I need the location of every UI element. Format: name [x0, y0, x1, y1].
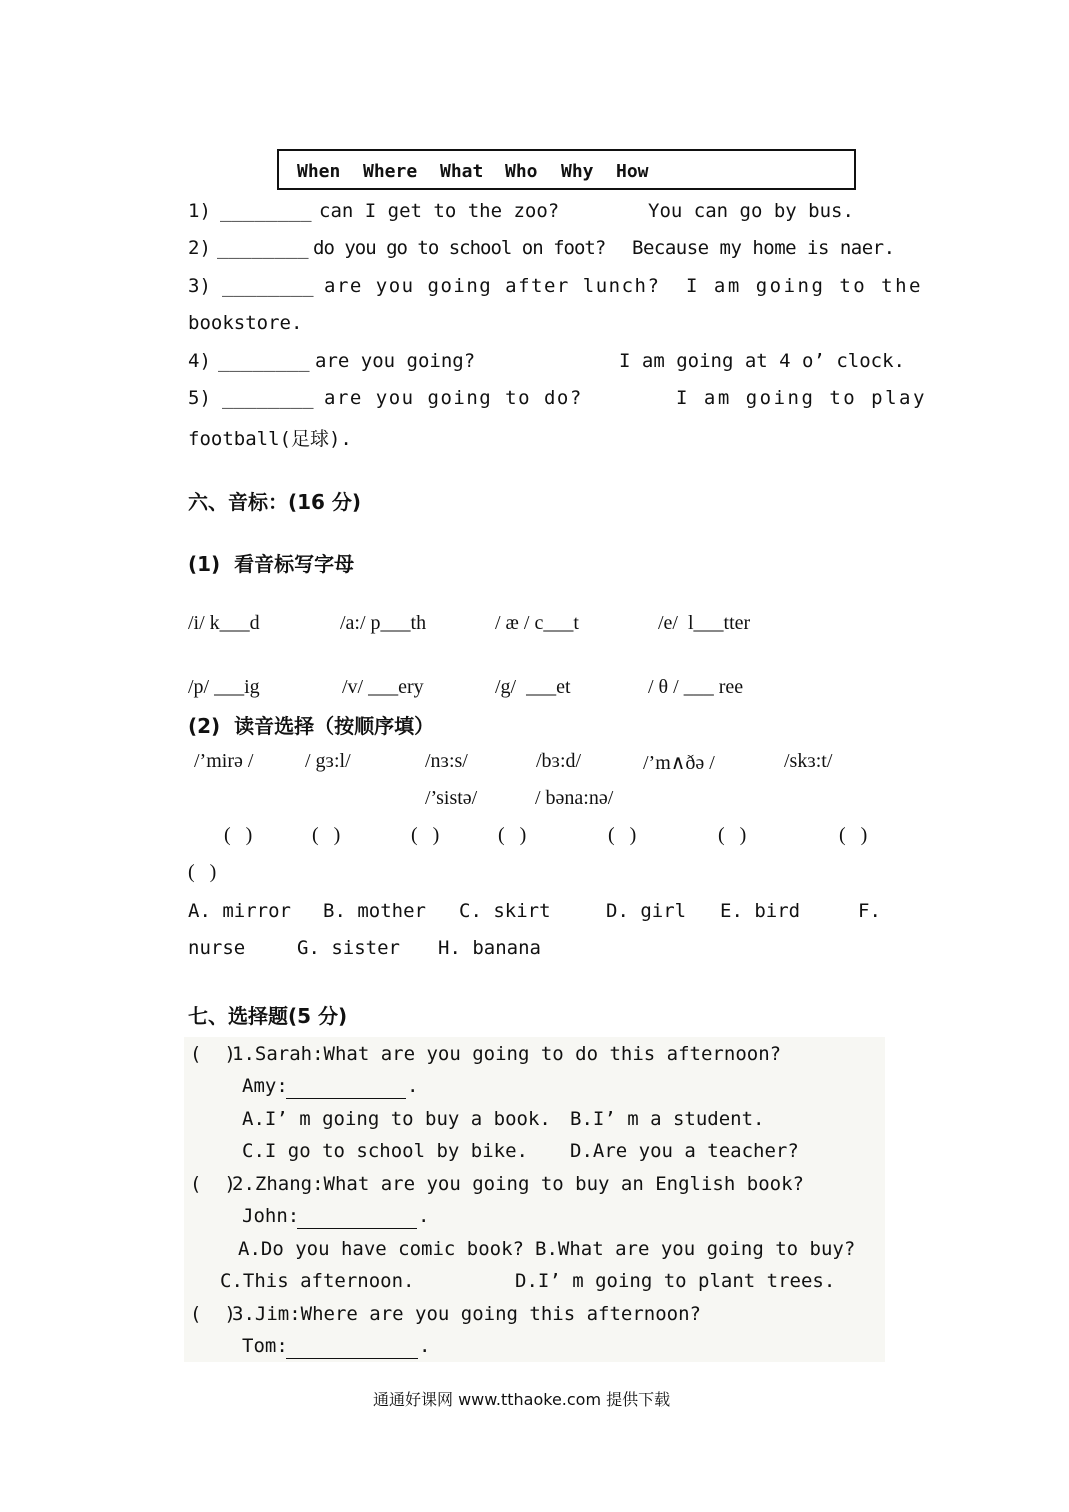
question-text: 1.Sarah:What are you going to do this afternoon? [232, 1043, 782, 1065]
speaker-label: Amy: [242, 1075, 288, 1097]
option-item: D. girl [606, 900, 687, 922]
answer-continuation: football(足球). [188, 428, 352, 450]
answer-bracket[interactable]: ( ) [190, 1173, 236, 1195]
answer-paren[interactable]: ( ) [839, 824, 868, 846]
section-6-part1-title: (1) 看音标写字母 [188, 552, 355, 576]
choice-b: B.What are you going to buy? [535, 1238, 856, 1260]
option-item: A. mirror [188, 900, 291, 922]
phonetic-item[interactable]: /e/ l___tter [658, 612, 751, 634]
choice-a: A.Do you have comic book? [238, 1238, 524, 1260]
phonetic-symbol: /nɜ:s/ [425, 750, 468, 772]
word-bank-when: When [297, 161, 341, 182]
question-text: do you go to school on foot? [313, 237, 606, 259]
answer-blank[interactable]: ________ [222, 275, 314, 297]
phonetic-item[interactable]: /v/ ___ery [342, 676, 424, 698]
phonetic-item[interactable]: /i/ k___d [188, 612, 260, 634]
phonetic-symbol: / gɜ:l/ [305, 750, 351, 772]
choice-c: C.I go to school by bike. [242, 1140, 528, 1162]
phonetic-symbol: / bəna:nə/ [535, 787, 614, 809]
phonetic-item[interactable]: /p/ ___ig [188, 676, 260, 698]
answer-bracket[interactable]: ( ) [190, 1303, 236, 1325]
phonetic-symbol: /’mirə / [194, 750, 254, 772]
answer-bracket[interactable]: ( ) [190, 1043, 236, 1065]
phonetic-symbol: /’sistə/ [425, 787, 478, 809]
answer-text: You can go by bus. [648, 200, 854, 222]
option-item: F. [858, 900, 881, 922]
answer-line[interactable] [297, 1227, 417, 1229]
option-item: B. mother [323, 900, 426, 922]
answer-blank[interactable]: ________ [218, 350, 310, 372]
word-bank-why: Why [561, 161, 594, 182]
choice-c: C.This afternoon. [220, 1270, 415, 1292]
answer-line[interactable] [286, 1097, 406, 1099]
answer-paren[interactable]: ( ) [312, 824, 341, 846]
section-6-title: 六、音标：(16 分) [188, 490, 362, 514]
phonetic-symbol: /bɜ:d/ [536, 750, 582, 772]
phonetic-item[interactable]: /a:/ p___th [340, 612, 427, 634]
answer-paren[interactable]: ( ) [188, 861, 217, 883]
answer-line[interactable] [286, 1357, 418, 1359]
question-text: 2.Zhang:What are you going to buy an English book? [232, 1173, 804, 1195]
answer-text: Because my home is naer. [632, 237, 895, 259]
answer-blank[interactable]: ________ [220, 200, 312, 222]
choice-d: D.I’ m going to plant trees. [515, 1270, 836, 1292]
answer-blank[interactable]: ________ [217, 237, 309, 259]
answer-paren[interactable]: ( ) [498, 824, 527, 846]
answer-text: I am going to the [686, 275, 923, 297]
option-item: E. bird [720, 900, 801, 922]
word-bank-box [277, 149, 856, 190]
option-item: nurse [188, 937, 246, 959]
question-number: 2) [188, 237, 211, 259]
question-number: 3) [188, 275, 211, 297]
answer-blank[interactable]: ________ [222, 387, 314, 409]
footer-credit: 通通好课网 www.tthaoke.com 提供下载 [373, 1390, 671, 1409]
question-text: are you going to do? [324, 387, 583, 409]
section-6-part2-title: (2) 读音选择（按顺序填） [188, 714, 435, 738]
word-bank-what: What [440, 161, 484, 182]
answer-text: I am going to play [676, 387, 927, 409]
choice-b: B.I’ m a student. [570, 1108, 765, 1130]
phonetic-item[interactable]: / θ / ___ ree [648, 676, 744, 698]
phonetic-item[interactable]: /g/ ___et [495, 676, 571, 698]
question-text: are you going? [315, 350, 476, 372]
question-text: 3.Jim:Where are you going this afternoon? [232, 1303, 701, 1325]
question-number: 4) [188, 350, 211, 372]
question-text: are you going after lunch? [324, 275, 661, 297]
answer-text: I am going at 4 o’ clock. [619, 350, 905, 372]
phonetic-symbol: /skɜ:t/ [784, 750, 833, 772]
word-bank-how: How [616, 161, 649, 182]
section-7-title: 七、选择题(5 分) [188, 1004, 348, 1028]
choice-a: A.I’ m going to buy a book. [242, 1108, 551, 1130]
speaker-label: John: [242, 1205, 300, 1227]
phonetic-item[interactable]: / æ / c___t [495, 612, 579, 634]
speaker-label: Tom: [242, 1335, 288, 1357]
option-item: H. banana [438, 937, 541, 959]
answer-paren[interactable]: ( ) [224, 824, 253, 846]
word-bank-who: Who [505, 161, 538, 182]
answer-paren[interactable]: ( ) [411, 824, 440, 846]
question-number: 5) [188, 387, 211, 409]
answer-continuation: bookstore. [188, 312, 303, 334]
answer-paren[interactable]: ( ) [608, 824, 637, 846]
question-text: can I get to the zoo? [319, 200, 560, 222]
option-item: G. sister [297, 937, 400, 959]
option-item: C. skirt [459, 900, 551, 922]
phonetic-symbol: /’m∧ðə / [643, 752, 715, 774]
question-number: 1) [188, 200, 211, 222]
answer-paren[interactable]: ( ) [718, 824, 747, 846]
word-bank-where: Where [363, 161, 418, 182]
choice-d: D.Are you a teacher? [570, 1140, 799, 1162]
